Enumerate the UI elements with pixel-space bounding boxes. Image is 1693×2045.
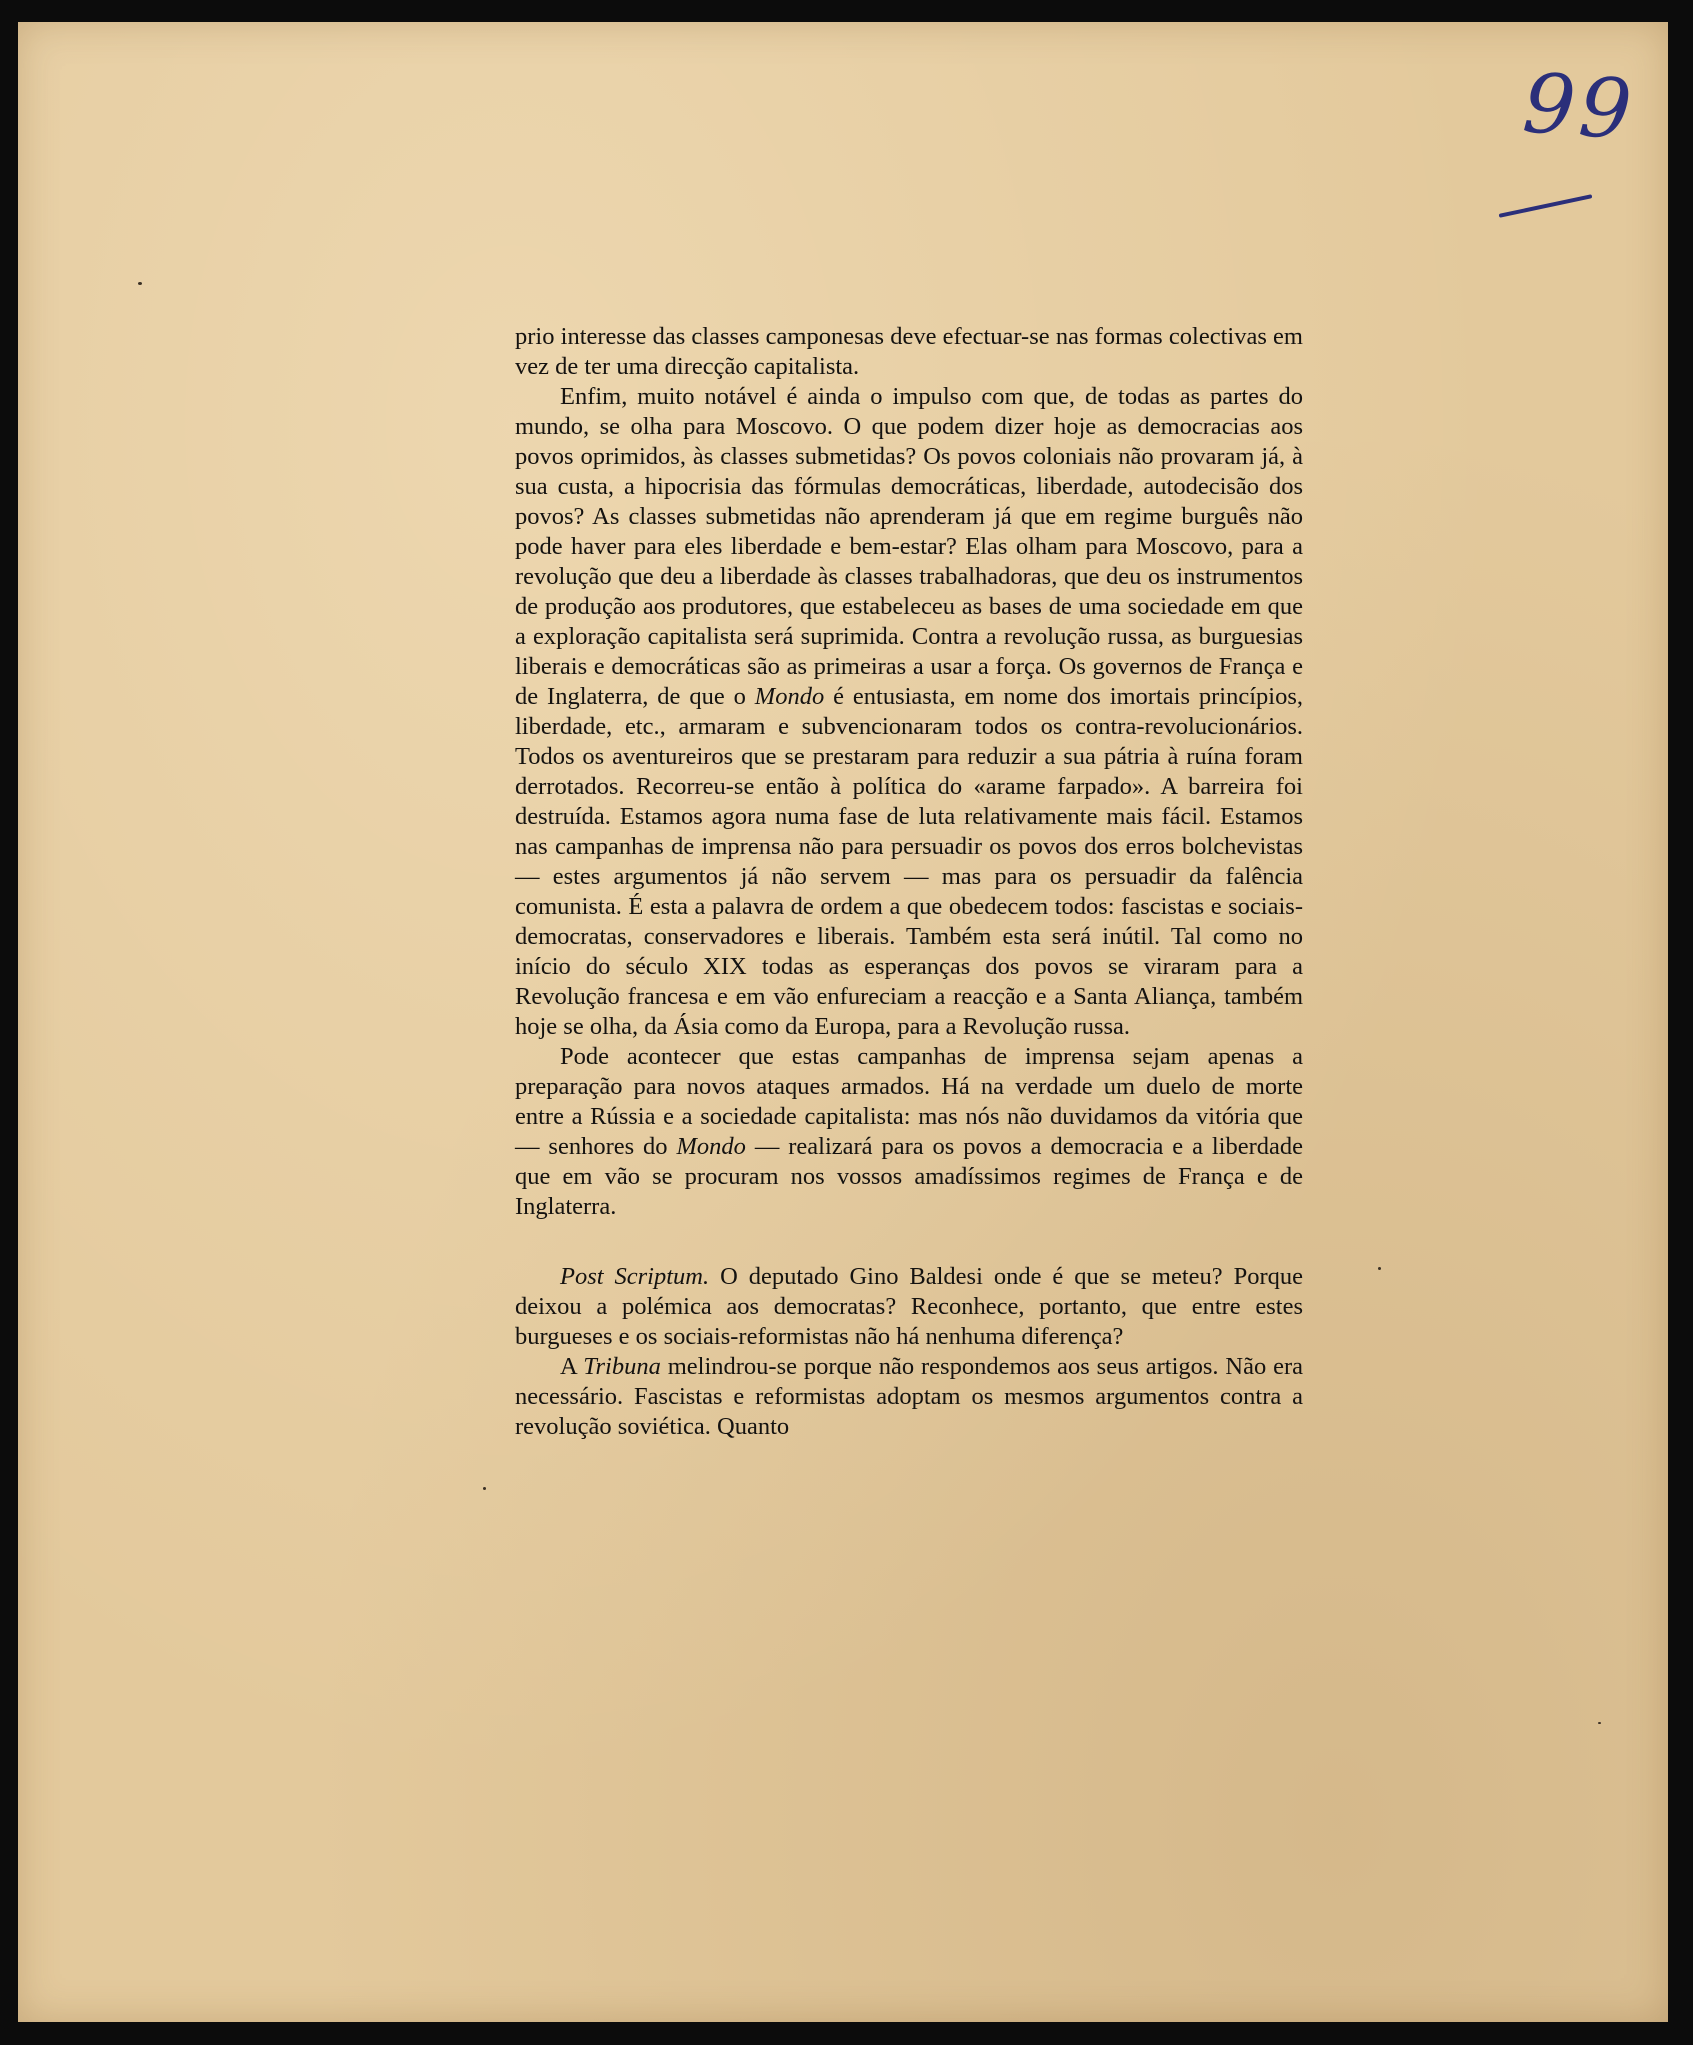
paragraph-text: O deputado Gino Baldesi onde é que se meteu? Porque deixou a polémica aos democratas? Reconhece, portanto, que entre estes burgueses e os sociais-reformistas não há nenhuma diferença? [515,1263,1304,1350]
paragraph-text: melindrou-se porque não respondemos aos seus artigos. Não era necessário. Fascistas e reformistas adoptam os mesmos argumentos contra a revolução soviética. Quanto [515,1353,1304,1440]
paragraph-text: é entusiasta, em nome dos imortais princípios, liberdade, etc., armaram e subvencionaram todos os contra-revolucionários. Todos os aventureiros que se prestaram para reduzir a sua pátria à ruína foram derrotados. Recorreu-se então à política do «arame farpado». A barreira foi destruída. Estamos agora numa fase de luta relativamente mais fácil. Estamos nas campanhas de imprensa não para persuadir os povos dos erros bolchevistas — estes argumentos já não servem — mas para os persuadir da falência comunista. É esta a palavra de ordem a que obedecem todos: fascistas e sociais-democratas, conservadores e liberais. Também esta será inútil. Tal como no início do século XIX todas as esperanças dos povos se viraram para a Revolução francesa e em vão enfureciam a reacção e a Santa Aliança, também hoje se olha, da Ásia como da Europa, para a Revolução russa. [515,683,1304,1040]
paragraph-tribuna [515,1352,1303,1442]
paragraph-text: Pode acontecer que estas campanhas de imprensa sejam apenas a preparação para novos ataques armados. Há na verdade um duelo de morte entre a Rússia e a sociedade capitalista: mas nós não duvidamos da vitória que — senhores do [515,1043,1303,1160]
paragraph-text: — realizará para os povos a democracia e a liberdade que em vão se procuram nos vossos amadíssimos regimes de França e de Inglaterra. [515,1133,1304,1220]
handwritten-underline-mark [1499,194,1593,218]
paragraph-text: A [560,1353,577,1380]
post-scriptum-heading: Post Scriptum. [560,1263,710,1290]
paper-speck [138,282,142,285]
paragraph-post-scriptum [515,1262,1303,1352]
newspaper-title-mondo: Mondo [676,1133,746,1160]
paper-speck [1378,1267,1381,1270]
document-page [18,22,1668,2022]
paragraph-text: Enfim, muito notável é ainda o impulso com que, de todas as partes do mundo, se olha para Moscovo. O que podem dizer hoje as democracias aos povos oprimidos, às classes submetidas? Os povos coloniais não provaram já, à sua custa, a hipocrisia das fórmulas democráticas, liberdade, autodecisão dos povos? As classes submetidas não aprenderam já que em regime burguês não pode haver para eles liberdade e bem-estar? Elas olham para Moscovo, para a revolução que deu a liberdade às classes trabalhadoras, que deu os instrumentos de produção aos produtores, que estabeleceu as bases de uma sociedade em que a exploração capitalista será suprimida. Contra a revolução russa, as burguesias liberais e democráticas são as primeiras a usar a força. Os governos de França e de Inglaterra, de que o [515,383,1303,710]
paragraph-continuation: prio interesse das classes camponesas deve efectuar-se nas formas colectivas em vez de ter uma direcção capitalista. [515,323,1303,380]
paper-speck [1598,1722,1601,1724]
body-text [515,322,1303,1442]
newspaper-title-tribuna: Tribuna [583,1353,661,1380]
paragraph-moscow [515,382,1303,1042]
section-gap [515,1222,1303,1262]
paper-speck [483,1487,486,1490]
paragraph-campaigns [515,1042,1303,1222]
handwritten-page-number: 99 [1519,56,1639,159]
newspaper-title-mondo: Mondo [754,683,825,710]
